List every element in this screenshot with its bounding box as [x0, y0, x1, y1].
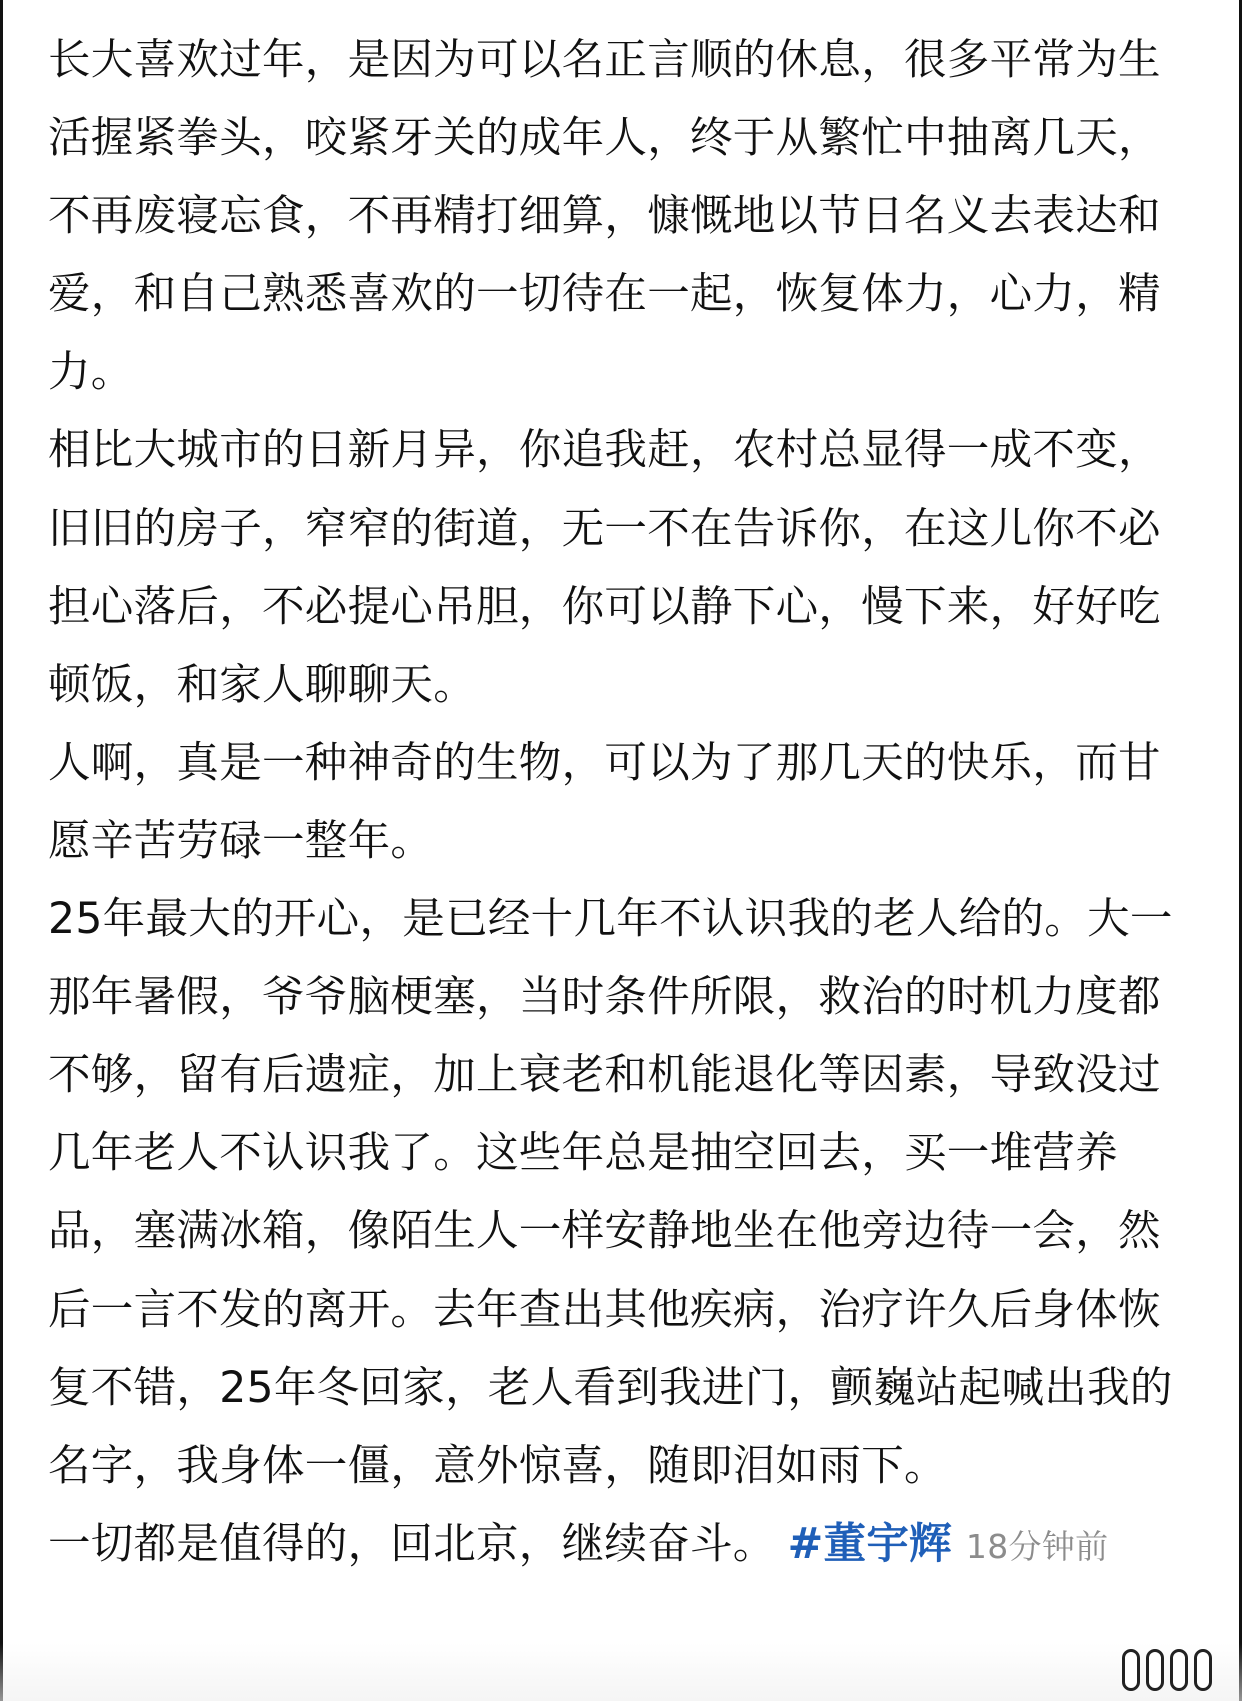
finger-shape [1122, 1649, 1140, 1691]
post-paragraph-4: 25年最大的开心，是已经十几年不认识我的老人给的。大一那年暑假，爷爷脑梗塞，当时条件所限，救治的时机力度都不够，留有后遗症，加上衰老和机能退化等因素，导致没过几年老人不认识我了。这些年总是抽空回去，买一堆营养品，塞满冰箱，像陌生人一样安静地坐在他旁边待一会，然后一言不发的离开。去年查出其他疾病，治疗许久后身体恢复不错，25年冬回家，老人看到我进门，颤巍站起喊出我的名字，我身体一僵，意外惊喜，随即泪如雨下。 [48, 895, 1173, 1491]
post-paragraph-2: 相比大城市的日新月异，你追我赶，农村总显得一成不变，旧旧的房子，窄窄的街道，无一不在告诉你，在这儿你不必担心落后，不必提心吊胆，你可以静下心，慢下来，好好吃顿饭，和家人聊聊天。 [48, 426, 1161, 710]
post-paragraph-1: 长大喜欢过年，是因为可以名正言顺的休息，很多平常为生活握紧拳头，咬紧牙关的成年人，终于从繁忙中抽离几天，不再废寝忘食，不再精打细算，慷慨地以节日名义去表达和爱，和自己熟悉喜欢的一切待在一起，恢复体力，心力，精力。 [48, 36, 1161, 398]
post-timestamp: 18分钟前 [965, 1526, 1109, 1566]
post-last-line [48, 1506, 1178, 1586]
finger-shape [1170, 1649, 1188, 1691]
post-paragraph-3: 人啊，真是一种神奇的生物，可以为了那几天的快乐，而甘愿辛苦劳碌一整年。 [48, 738, 1161, 866]
hashtag-link[interactable]: #董宇辉 [787, 1519, 952, 1569]
hand-wave-icon[interactable] [1122, 1643, 1212, 1691]
bottom-shade [0, 1643, 1242, 1701]
finger-shape [1146, 1649, 1164, 1691]
finger-shape [1194, 1649, 1212, 1691]
post-body [48, 22, 1178, 1586]
post-paragraph-5: 一切都是值得的，回北京，继续奋斗。 [48, 1519, 776, 1569]
